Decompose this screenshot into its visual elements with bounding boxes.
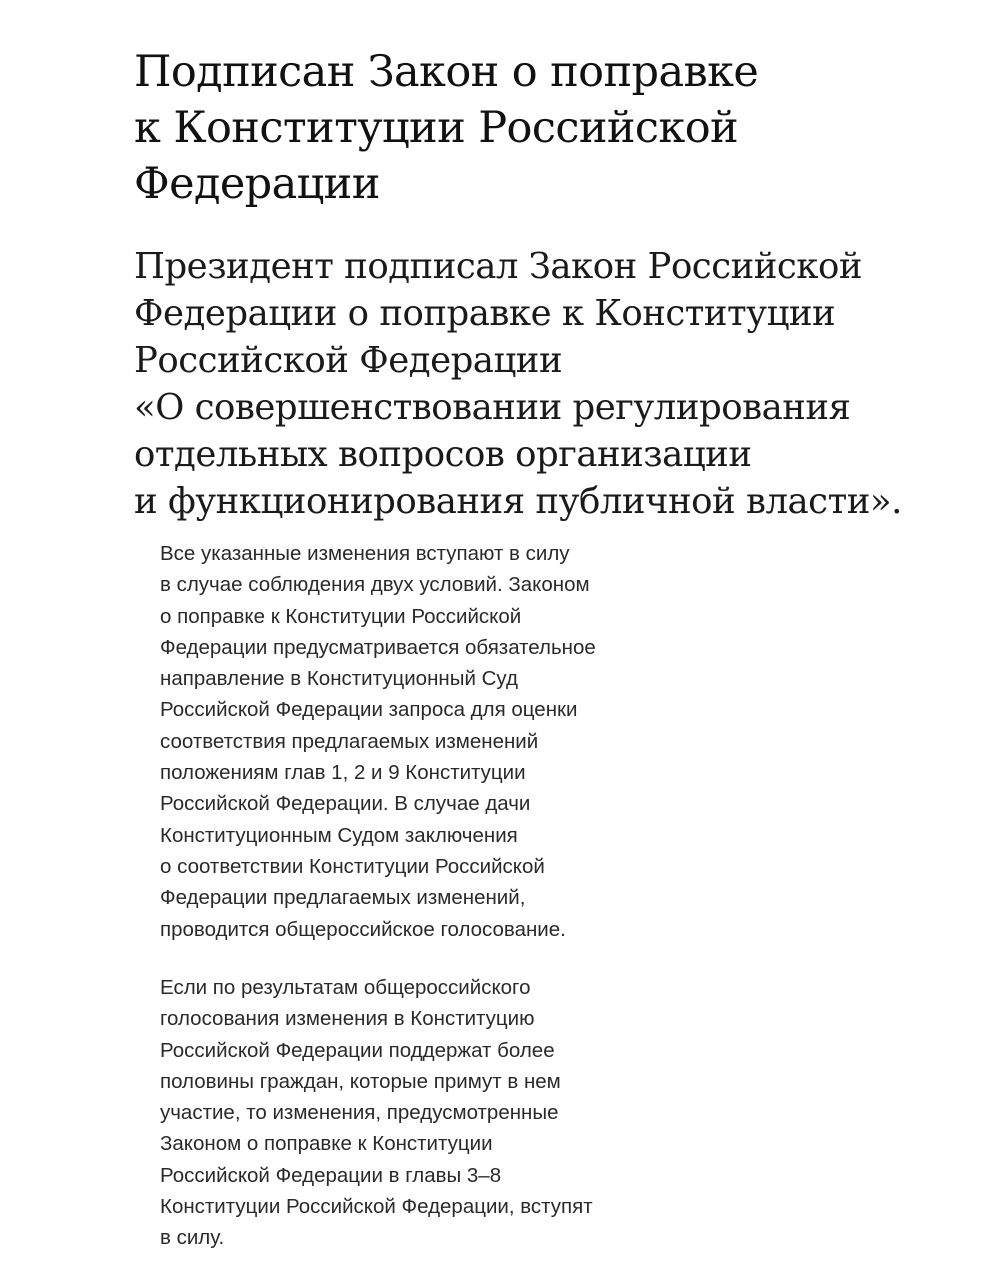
- paragraph-line: Российской Федерации в главы 3–8: [160, 1163, 502, 1187]
- title-line: к Конституции Российской: [134, 103, 739, 153]
- paragraph-line: Федерации предусматривается обязательное: [160, 635, 596, 659]
- paragraph-line: Конституции Российской Федерации, вступят: [160, 1195, 593, 1219]
- article-lead: [134, 243, 974, 525]
- paragraph-line: Если по результатам общероссийского: [160, 976, 531, 999]
- paragraph-line: Российской Федерации. В случае дачи: [160, 792, 531, 816]
- paragraph-line: направление в Конституционный Суд: [160, 667, 518, 691]
- title-line: Подписан Закон о поправке: [134, 47, 759, 97]
- article-title: [134, 44, 934, 212]
- paragraph-line: участие, то изменения, предусмотренные: [160, 1101, 559, 1125]
- lead-line: «О совершенствовании регулирования: [134, 387, 851, 428]
- paragraph-line: половины граждан, которые примут в нем: [160, 1069, 561, 1093]
- paragraph-line: положениям глав 1, 2 и 9 Конституции: [160, 761, 526, 785]
- lead-line: Российской Федерации: [134, 340, 563, 381]
- paragraph-line: в случае соблюдения двух условий. Законом: [160, 573, 590, 597]
- lead-line: и функционирования публичной власти».: [134, 481, 902, 522]
- paragraph-line: о поправке к Конституции Российской: [160, 604, 522, 628]
- paragraph-line: Все указанные изменения вступают в силу: [160, 542, 570, 565]
- paragraph-line: Российской Федерации запроса для оценки: [160, 698, 578, 722]
- paragraph-line: в силу.: [160, 1226, 225, 1250]
- lead-line: Президент подписал Закон Российской: [134, 246, 862, 287]
- paragraph-line: Федерации предлагаемых изменений,: [160, 886, 526, 910]
- paragraph-line: Конституционным Судом заключения: [160, 823, 518, 847]
- lead-line: Федерации о поправке к Конституции: [134, 293, 836, 334]
- paragraph-line: голосования изменения в Конституцию: [160, 1007, 535, 1031]
- paragraph-line: соответствия предлагаемых изменений: [160, 729, 539, 753]
- title-line: Федерации: [134, 159, 380, 209]
- paragraph-line: Российской Федерации поддержат более: [160, 1038, 555, 1062]
- paragraph-line: Законом о поправке к Конституции: [160, 1132, 493, 1156]
- body-paragraph-1: [160, 538, 720, 945]
- paragraph-line: о соответствии Конституции Российской: [160, 854, 545, 878]
- lead-line: отдельных вопросов организации: [134, 434, 752, 475]
- paragraph-line: проводится общероссийское голосование.: [160, 917, 566, 941]
- body-paragraph-2: [160, 972, 720, 1254]
